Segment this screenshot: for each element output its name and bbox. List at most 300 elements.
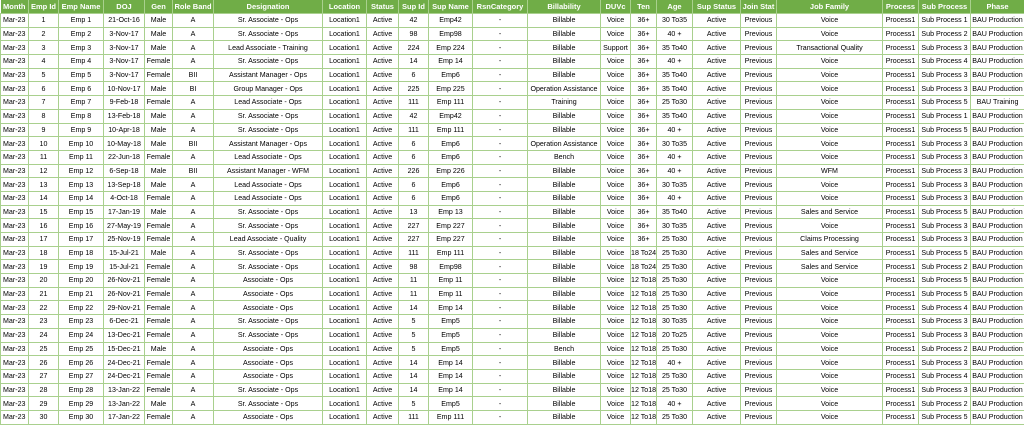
cell-tenure: 12 To18 bbox=[631, 328, 657, 342]
cell-designation: Group Manager - Ops bbox=[214, 82, 323, 96]
cell-sub-process: Sub Process 5 bbox=[919, 96, 971, 110]
cell-role-band: A bbox=[173, 410, 214, 424]
cell-age: 40 + bbox=[657, 27, 693, 41]
cell-location: Location1 bbox=[323, 123, 367, 137]
cell-role-band: A bbox=[173, 315, 214, 329]
cell-tenure: 12 To18 bbox=[631, 369, 657, 383]
cell-sup-status: Active bbox=[693, 96, 741, 110]
column-header-job-family: Job Family bbox=[777, 0, 883, 14]
cell-rsn-category: - bbox=[473, 41, 528, 55]
cell-sub-process: Sub Process 4 bbox=[919, 301, 971, 315]
cell-status: Active bbox=[367, 383, 399, 397]
cell-gender: Female bbox=[145, 96, 173, 110]
cell-doj: 13-Jan-22 bbox=[104, 397, 145, 411]
cell-sup-name: Emp 14 bbox=[429, 301, 473, 315]
cell-sup-id: 6 bbox=[399, 178, 429, 192]
cell-doj: 13-Jan-22 bbox=[104, 383, 145, 397]
cell-sup-id: 42 bbox=[399, 14, 429, 28]
cell-duvc: Voice bbox=[601, 315, 631, 329]
cell-sub-process: Sub Process 5 bbox=[919, 246, 971, 260]
cell-duvc: Voice bbox=[601, 205, 631, 219]
table-row bbox=[1, 274, 1024, 288]
column-header-doj: DOJ bbox=[104, 0, 145, 14]
cell-process: Process1 bbox=[883, 55, 919, 69]
cell-sup-name: Emp6 bbox=[429, 150, 473, 164]
cell-billability: Billable bbox=[528, 68, 601, 82]
cell-duvc: Voice bbox=[601, 369, 631, 383]
cell-gender: Female bbox=[145, 150, 173, 164]
cell-status: Active bbox=[367, 369, 399, 383]
column-header-sub-process: Sub Process bbox=[919, 0, 971, 14]
cell-location: Location1 bbox=[323, 328, 367, 342]
cell-doj: 25-Nov-19 bbox=[104, 233, 145, 247]
cell-age: 40 + bbox=[657, 356, 693, 370]
cell-sub-process: Sub Process 3 bbox=[919, 178, 971, 192]
cell-emp-id: 8 bbox=[29, 109, 59, 123]
cell-sub-process: Sub Process 4 bbox=[919, 55, 971, 69]
cell-month: Mar-23 bbox=[1, 123, 29, 137]
cell-status: Active bbox=[367, 342, 399, 356]
cell-rsn-category: - bbox=[473, 369, 528, 383]
cell-billability: Billable bbox=[528, 260, 601, 274]
cell-designation: Associate - Ops bbox=[214, 301, 323, 315]
cell-phase: BAU Production bbox=[971, 246, 1024, 260]
cell-rsn-category: - bbox=[473, 233, 528, 247]
cell-rsn-category: - bbox=[473, 164, 528, 178]
cell-sup-id: 111 bbox=[399, 410, 429, 424]
cell-emp-id: 6 bbox=[29, 82, 59, 96]
cell-sup-name: Emp 11 bbox=[429, 287, 473, 301]
cell-status: Active bbox=[367, 233, 399, 247]
cell-designation: Lead Associate - Ops bbox=[214, 96, 323, 110]
cell-tenure: 36+ bbox=[631, 219, 657, 233]
cell-role-band: A bbox=[173, 219, 214, 233]
cell-job-family: Voice bbox=[777, 369, 883, 383]
cell-sup-id: 5 bbox=[399, 328, 429, 342]
cell-join-stat: Previous bbox=[741, 123, 777, 137]
cell-process: Process1 bbox=[883, 274, 919, 288]
cell-location: Location1 bbox=[323, 246, 367, 260]
cell-doj: 3-Nov-17 bbox=[104, 41, 145, 55]
table-row bbox=[1, 82, 1024, 96]
cell-job-family: Voice bbox=[777, 301, 883, 315]
cell-emp-name: Emp 28 bbox=[59, 383, 104, 397]
cell-sub-process: Sub Process 3 bbox=[919, 68, 971, 82]
column-header-billability: Billability bbox=[528, 0, 601, 14]
cell-sub-process: Sub Process 2 bbox=[919, 397, 971, 411]
cell-sup-name: Emp 14 bbox=[429, 356, 473, 370]
cell-billability: Billable bbox=[528, 41, 601, 55]
cell-doj: 3-Nov-17 bbox=[104, 27, 145, 41]
cell-gender: Female bbox=[145, 274, 173, 288]
cell-sup-status: Active bbox=[693, 41, 741, 55]
cell-phase: BAU Production bbox=[971, 123, 1024, 137]
cell-gender: Male bbox=[145, 246, 173, 260]
cell-status: Active bbox=[367, 55, 399, 69]
cell-join-stat: Previous bbox=[741, 219, 777, 233]
cell-duvc: Voice bbox=[601, 109, 631, 123]
cell-doj: 6-Sep-18 bbox=[104, 164, 145, 178]
cell-join-stat: Previous bbox=[741, 150, 777, 164]
cell-age: 35 To40 bbox=[657, 205, 693, 219]
cell-doj: 22-Jun-18 bbox=[104, 150, 145, 164]
table-row bbox=[1, 205, 1024, 219]
column-header-status: Status bbox=[367, 0, 399, 14]
cell-sup-status: Active bbox=[693, 219, 741, 233]
table-row bbox=[1, 96, 1024, 110]
cell-sup-id: 42 bbox=[399, 109, 429, 123]
cell-emp-id: 21 bbox=[29, 287, 59, 301]
cell-sup-status: Active bbox=[693, 369, 741, 383]
cell-process: Process1 bbox=[883, 137, 919, 151]
cell-process: Process1 bbox=[883, 233, 919, 247]
cell-designation: Associate - Ops bbox=[214, 410, 323, 424]
cell-phase: BAU Production bbox=[971, 274, 1024, 288]
cell-phase: BAU Training bbox=[971, 96, 1024, 110]
cell-emp-id: 12 bbox=[29, 164, 59, 178]
cell-location: Location1 bbox=[323, 68, 367, 82]
cell-billability: Billable bbox=[528, 328, 601, 342]
cell-tenure: 36+ bbox=[631, 68, 657, 82]
column-header-location: Location bbox=[323, 0, 367, 14]
cell-designation: Lead Associate - Ops bbox=[214, 191, 323, 205]
cell-age: 40 + bbox=[657, 123, 693, 137]
cell-job-family: Voice bbox=[777, 383, 883, 397]
cell-location: Location1 bbox=[323, 96, 367, 110]
cell-tenure: 12 To18 bbox=[631, 342, 657, 356]
cell-gender: Female bbox=[145, 410, 173, 424]
cell-designation: Sr. Associate - Ops bbox=[214, 315, 323, 329]
table-row bbox=[1, 191, 1024, 205]
cell-duvc: Voice bbox=[601, 287, 631, 301]
cell-billability: Billable bbox=[528, 410, 601, 424]
cell-sup-name: Emp 225 bbox=[429, 82, 473, 96]
cell-sup-id: 5 bbox=[399, 315, 429, 329]
cell-gender: Male bbox=[145, 109, 173, 123]
cell-month: Mar-23 bbox=[1, 301, 29, 315]
cell-location: Location1 bbox=[323, 410, 367, 424]
cell-location: Location1 bbox=[323, 109, 367, 123]
cell-sup-name: Emp42 bbox=[429, 109, 473, 123]
cell-process: Process1 bbox=[883, 410, 919, 424]
cell-rsn-category: - bbox=[473, 397, 528, 411]
cell-emp-id: 25 bbox=[29, 342, 59, 356]
cell-join-stat: Previous bbox=[741, 410, 777, 424]
cell-emp-id: 1 bbox=[29, 14, 59, 28]
cell-job-family: Voice bbox=[777, 274, 883, 288]
cell-phase: BAU Production bbox=[971, 150, 1024, 164]
cell-phase: BAU Production bbox=[971, 205, 1024, 219]
cell-emp-name: Emp 26 bbox=[59, 356, 104, 370]
cell-job-family: Voice bbox=[777, 96, 883, 110]
cell-sup-id: 11 bbox=[399, 274, 429, 288]
cell-billability: Billable bbox=[528, 27, 601, 41]
cell-gender: Male bbox=[145, 205, 173, 219]
cell-sup-id: 111 bbox=[399, 123, 429, 137]
cell-rsn-category: - bbox=[473, 55, 528, 69]
cell-emp-id: 30 bbox=[29, 410, 59, 424]
cell-role-band: A bbox=[173, 150, 214, 164]
cell-location: Location1 bbox=[323, 150, 367, 164]
cell-sup-id: 14 bbox=[399, 356, 429, 370]
cell-billability: Billable bbox=[528, 123, 601, 137]
table-row bbox=[1, 369, 1024, 383]
cell-age: 25 To30 bbox=[657, 233, 693, 247]
cell-process: Process1 bbox=[883, 14, 919, 28]
cell-emp-id: 27 bbox=[29, 369, 59, 383]
cell-join-stat: Previous bbox=[741, 164, 777, 178]
cell-doj: 4-Oct-18 bbox=[104, 191, 145, 205]
cell-emp-name: Emp 30 bbox=[59, 410, 104, 424]
cell-process: Process1 bbox=[883, 397, 919, 411]
cell-job-family: Voice bbox=[777, 410, 883, 424]
cell-sub-process: Sub Process 5 bbox=[919, 410, 971, 424]
cell-billability: Operation Assistance bbox=[528, 137, 601, 151]
cell-role-band: A bbox=[173, 274, 214, 288]
cell-process: Process1 bbox=[883, 82, 919, 96]
cell-sup-name: Emp5 bbox=[429, 342, 473, 356]
cell-tenure: 36+ bbox=[631, 96, 657, 110]
cell-age: 40 + bbox=[657, 150, 693, 164]
cell-process: Process1 bbox=[883, 123, 919, 137]
cell-sup-id: 98 bbox=[399, 260, 429, 274]
header-row bbox=[1, 0, 1024, 14]
cell-role-band: A bbox=[173, 178, 214, 192]
cell-phase: BAU Production bbox=[971, 233, 1024, 247]
cell-duvc: Voice bbox=[601, 274, 631, 288]
cell-status: Active bbox=[367, 178, 399, 192]
cell-sup-status: Active bbox=[693, 410, 741, 424]
cell-rsn-category: - bbox=[473, 150, 528, 164]
cell-month: Mar-23 bbox=[1, 82, 29, 96]
cell-join-stat: Previous bbox=[741, 96, 777, 110]
cell-rsn-category: - bbox=[473, 205, 528, 219]
cell-status: Active bbox=[367, 315, 399, 329]
cell-role-band: A bbox=[173, 27, 214, 41]
cell-month: Mar-23 bbox=[1, 41, 29, 55]
cell-sup-status: Active bbox=[693, 342, 741, 356]
cell-tenure: 36+ bbox=[631, 109, 657, 123]
cell-tenure: 18 To24 bbox=[631, 246, 657, 260]
cell-process: Process1 bbox=[883, 191, 919, 205]
cell-join-stat: Previous bbox=[741, 301, 777, 315]
cell-emp-name: Emp 22 bbox=[59, 301, 104, 315]
cell-designation: Lead Associate - Training bbox=[214, 41, 323, 55]
cell-join-stat: Previous bbox=[741, 14, 777, 28]
cell-age: 40 + bbox=[657, 397, 693, 411]
cell-sup-name: Emp 226 bbox=[429, 164, 473, 178]
cell-billability: Bench bbox=[528, 342, 601, 356]
cell-sub-process: Sub Process 3 bbox=[919, 164, 971, 178]
cell-designation: Sr. Associate - Ops bbox=[214, 123, 323, 137]
cell-rsn-category: - bbox=[473, 356, 528, 370]
cell-age: 35 To40 bbox=[657, 82, 693, 96]
cell-billability: Billable bbox=[528, 274, 601, 288]
column-header-age: Age bbox=[657, 0, 693, 14]
cell-process: Process1 bbox=[883, 383, 919, 397]
cell-age: 25 To30 bbox=[657, 383, 693, 397]
cell-tenure: 36+ bbox=[631, 137, 657, 151]
cell-month: Mar-23 bbox=[1, 109, 29, 123]
cell-duvc: Voice bbox=[601, 301, 631, 315]
cell-sub-process: Sub Process 5 bbox=[919, 205, 971, 219]
table-row bbox=[1, 233, 1024, 247]
cell-doj: 27-May-19 bbox=[104, 219, 145, 233]
cell-sup-status: Active bbox=[693, 150, 741, 164]
cell-process: Process1 bbox=[883, 356, 919, 370]
cell-month: Mar-23 bbox=[1, 233, 29, 247]
cell-sup-name: Emp5 bbox=[429, 315, 473, 329]
cell-doj: 3-Nov-17 bbox=[104, 68, 145, 82]
cell-sup-name: Emp6 bbox=[429, 68, 473, 82]
cell-tenure: 12 To18 bbox=[631, 383, 657, 397]
cell-status: Active bbox=[367, 123, 399, 137]
cell-tenure: 36+ bbox=[631, 82, 657, 96]
cell-process: Process1 bbox=[883, 150, 919, 164]
cell-age: 40 + bbox=[657, 164, 693, 178]
cell-job-family: Voice bbox=[777, 150, 883, 164]
cell-phase: BAU Production bbox=[971, 301, 1024, 315]
cell-age: 30 To35 bbox=[657, 315, 693, 329]
cell-gender: Female bbox=[145, 383, 173, 397]
cell-duvc: Voice bbox=[601, 397, 631, 411]
cell-process: Process1 bbox=[883, 260, 919, 274]
cell-sub-process: Sub Process 5 bbox=[919, 287, 971, 301]
cell-emp-id: 26 bbox=[29, 356, 59, 370]
cell-duvc: Voice bbox=[601, 342, 631, 356]
cell-doj: 10-Apr-18 bbox=[104, 123, 145, 137]
cell-emp-id: 11 bbox=[29, 150, 59, 164]
cell-job-family: Voice bbox=[777, 27, 883, 41]
cell-join-stat: Previous bbox=[741, 383, 777, 397]
cell-billability: Billable bbox=[528, 219, 601, 233]
cell-location: Location1 bbox=[323, 274, 367, 288]
cell-process: Process1 bbox=[883, 246, 919, 260]
table-row bbox=[1, 260, 1024, 274]
cell-month: Mar-23 bbox=[1, 27, 29, 41]
cell-location: Location1 bbox=[323, 301, 367, 315]
cell-role-band: A bbox=[173, 14, 214, 28]
cell-role-band: BI bbox=[173, 82, 214, 96]
cell-sup-id: 227 bbox=[399, 233, 429, 247]
cell-duvc: Voice bbox=[601, 246, 631, 260]
cell-location: Location1 bbox=[323, 233, 367, 247]
cell-sup-status: Active bbox=[693, 109, 741, 123]
cell-location: Location1 bbox=[323, 164, 367, 178]
cell-rsn-category: - bbox=[473, 191, 528, 205]
cell-sub-process: Sub Process 5 bbox=[919, 274, 971, 288]
table-row bbox=[1, 55, 1024, 69]
cell-emp-id: 23 bbox=[29, 315, 59, 329]
cell-doj: 17-Jan-19 bbox=[104, 205, 145, 219]
cell-emp-name: Emp 4 bbox=[59, 55, 104, 69]
cell-rsn-category: - bbox=[473, 315, 528, 329]
cell-billability: Billable bbox=[528, 55, 601, 69]
cell-emp-name: Emp 12 bbox=[59, 164, 104, 178]
cell-sup-status: Active bbox=[693, 123, 741, 137]
cell-sup-status: Active bbox=[693, 301, 741, 315]
cell-location: Location1 bbox=[323, 369, 367, 383]
column-header-month: Month bbox=[1, 0, 29, 14]
cell-sup-name: Emp5 bbox=[429, 328, 473, 342]
cell-location: Location1 bbox=[323, 356, 367, 370]
cell-sup-id: 98 bbox=[399, 27, 429, 41]
cell-emp-id: 19 bbox=[29, 260, 59, 274]
cell-status: Active bbox=[367, 150, 399, 164]
cell-join-stat: Previous bbox=[741, 137, 777, 151]
cell-emp-name: Emp 15 bbox=[59, 205, 104, 219]
cell-join-stat: Previous bbox=[741, 68, 777, 82]
cell-phase: BAU Production bbox=[971, 191, 1024, 205]
cell-rsn-category: - bbox=[473, 246, 528, 260]
cell-location: Location1 bbox=[323, 219, 367, 233]
cell-location: Location1 bbox=[323, 178, 367, 192]
cell-gender: Male bbox=[145, 123, 173, 137]
cell-sub-process: Sub Process 3 bbox=[919, 328, 971, 342]
cell-designation: Sr. Associate - Ops bbox=[214, 328, 323, 342]
cell-sup-id: 6 bbox=[399, 68, 429, 82]
cell-phase: BAU Production bbox=[971, 109, 1024, 123]
cell-duvc: Voice bbox=[601, 233, 631, 247]
cell-status: Active bbox=[367, 41, 399, 55]
cell-process: Process1 bbox=[883, 315, 919, 329]
cell-join-stat: Previous bbox=[741, 342, 777, 356]
cell-billability: Billable bbox=[528, 14, 601, 28]
cell-join-stat: Previous bbox=[741, 274, 777, 288]
cell-emp-id: 15 bbox=[29, 205, 59, 219]
cell-age: 25 To30 bbox=[657, 342, 693, 356]
cell-status: Active bbox=[367, 356, 399, 370]
cell-status: Active bbox=[367, 68, 399, 82]
cell-sub-process: Sub Process 1 bbox=[919, 14, 971, 28]
cell-sup-id: 14 bbox=[399, 383, 429, 397]
cell-emp-id: 2 bbox=[29, 27, 59, 41]
cell-phase: BAU Production bbox=[971, 383, 1024, 397]
cell-emp-id: 17 bbox=[29, 233, 59, 247]
cell-emp-name: Emp 23 bbox=[59, 315, 104, 329]
cell-sup-name: Emp 14 bbox=[429, 55, 473, 69]
cell-age: 25 To30 bbox=[657, 369, 693, 383]
cell-doj: 13-Feb-18 bbox=[104, 109, 145, 123]
cell-designation: Sr. Associate - Ops bbox=[214, 397, 323, 411]
cell-emp-name: Emp 29 bbox=[59, 397, 104, 411]
cell-billability: Billable bbox=[528, 178, 601, 192]
cell-emp-name: Emp 11 bbox=[59, 150, 104, 164]
cell-process: Process1 bbox=[883, 287, 919, 301]
cell-sup-name: Emp6 bbox=[429, 178, 473, 192]
cell-duvc: Voice bbox=[601, 55, 631, 69]
cell-tenure: 36+ bbox=[631, 41, 657, 55]
cell-join-stat: Previous bbox=[741, 287, 777, 301]
cell-emp-id: 28 bbox=[29, 383, 59, 397]
cell-location: Location1 bbox=[323, 82, 367, 96]
cell-emp-name: Emp 19 bbox=[59, 260, 104, 274]
cell-sub-process: Sub Process 2 bbox=[919, 342, 971, 356]
cell-join-stat: Previous bbox=[741, 178, 777, 192]
cell-sup-id: 13 bbox=[399, 205, 429, 219]
cell-duvc: Voice bbox=[601, 123, 631, 137]
cell-designation: Assistant Manager - WFM bbox=[214, 164, 323, 178]
cell-gender: Female bbox=[145, 191, 173, 205]
cell-tenure: 12 To18 bbox=[631, 356, 657, 370]
cell-sup-name: Emp98 bbox=[429, 260, 473, 274]
cell-tenure: 36+ bbox=[631, 27, 657, 41]
table-row bbox=[1, 14, 1024, 28]
cell-gender: Female bbox=[145, 68, 173, 82]
cell-emp-name: Emp 1 bbox=[59, 14, 104, 28]
column-header-sup-name: Sup Name bbox=[429, 0, 473, 14]
cell-doj: 24-Dec-21 bbox=[104, 356, 145, 370]
